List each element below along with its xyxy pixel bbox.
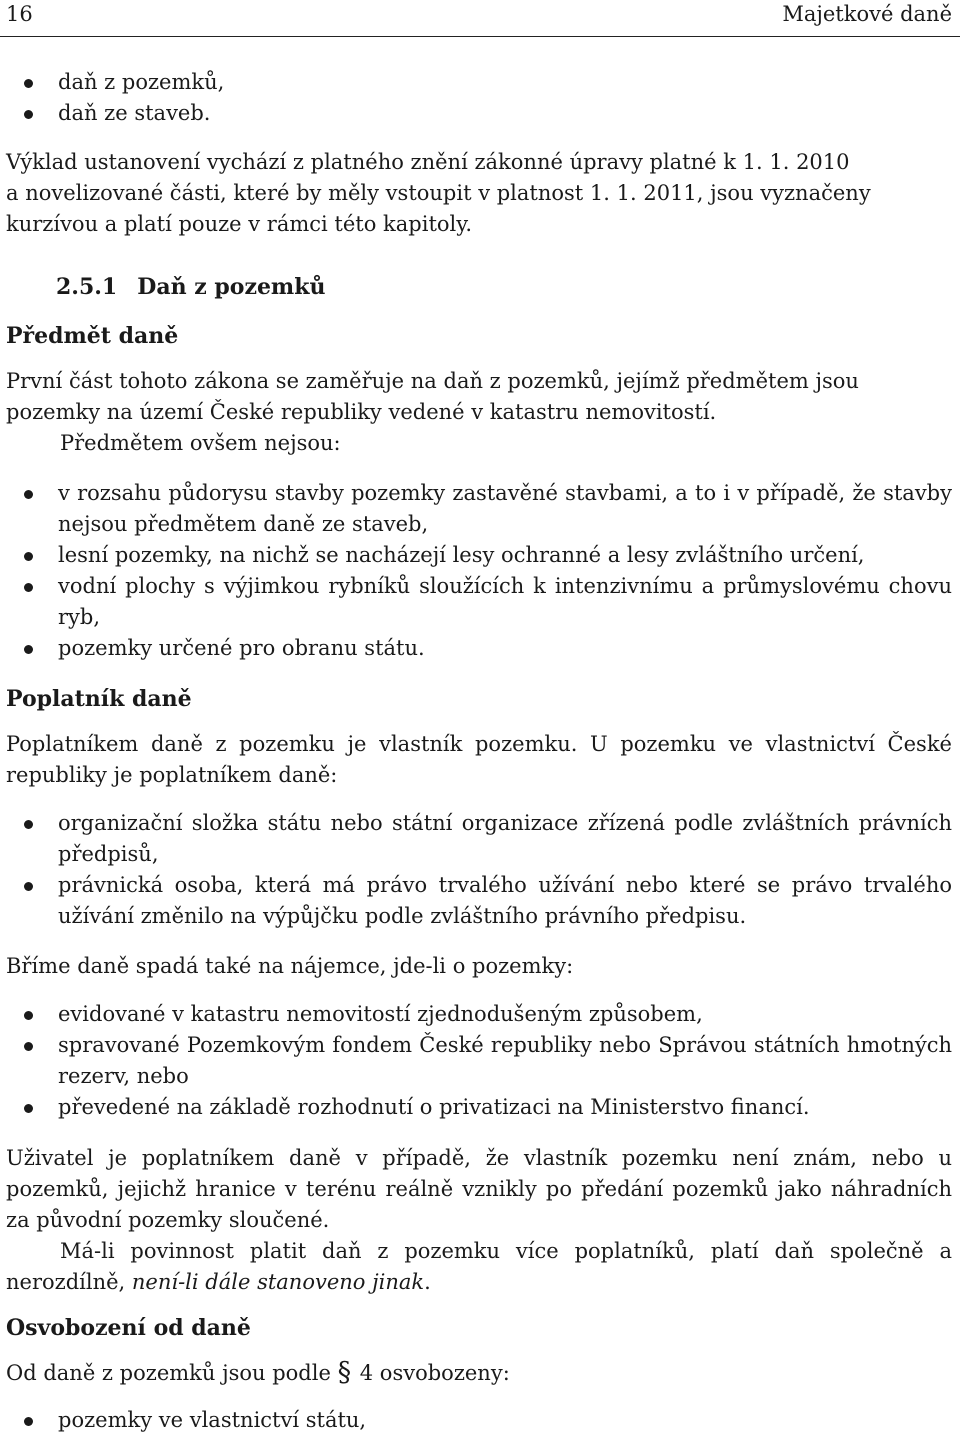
section-symbol: § <box>337 1357 352 1388</box>
list-item: lesní pozemky, na nichž se nacházejí lesy ochranné a lesy zvláštního určení, <box>22 540 952 571</box>
list-item: právnická osoba, která má právo trvalého užívání nebo které se právo trvalého užívání změnilo na výpůjčku podle zvláštního právního předpisu. <box>22 870 952 932</box>
list-item: vodní plochy s výjimkou rybníků sloužících k intenzivnímu a průmyslovému chovu ryb, <box>22 571 952 633</box>
list-item: daň z pozemků, <box>22 67 952 98</box>
exemption-list <box>22 1405 952 1436</box>
joint-liability-paragraph <box>6 1236 952 1298</box>
intro-line: a novelizované části, které by měly vstoupit v platnost 1. 1. 2011, jsou vyznačeny <box>6 181 871 205</box>
exemption-heading: Osvobození od daně <box>6 1315 251 1341</box>
page-number: 16 <box>6 2 33 26</box>
subject-line: První část tohoto zákona se zaměřuje na daň z pozemků, jejímž předmětem jsou <box>6 369 859 393</box>
joint-liability-end: . <box>424 1270 431 1294</box>
list-item: organizační složka státu nebo státní organizace zřízená podle zvláštních právních předpisů, <box>22 808 952 870</box>
subject-line: Předmětem ovšem nejsou: <box>60 431 341 455</box>
list-item: spravované Pozemkovým fondem České republiky nebo Správou státních hmotných rezerv, nebo <box>22 1030 952 1092</box>
tenant-paragraph: Bříme daně spadá také na nájemce, jde-li o pozemky: <box>6 954 574 978</box>
taxpayer-heading: Poplatník daně <box>6 686 192 712</box>
exemption-paragraph <box>6 1357 952 1389</box>
running-title: Majetkové daně <box>782 2 952 26</box>
exclusions-list <box>22 478 952 664</box>
list-item: pozemky určené pro obranu státu. <box>22 633 952 664</box>
list-item: evidované v katastru nemovitostí zjednodušeným způsobem, <box>22 999 952 1030</box>
list-item: daň ze staveb. <box>22 98 952 129</box>
list-item: v rozsahu půdorysu stavby pozemky zastavěné stavbami, a to i v případě, že stavby nejsou předmětem daně ze staveb, <box>22 478 952 540</box>
intro-line: kurzívou a platí pouze v rámci této kapitoly. <box>6 212 472 236</box>
list-item: pozemky ve vlastnictví státu, <box>22 1405 952 1436</box>
joint-liability-italic: není-li dále stanoveno jinak <box>131 1270 425 1294</box>
taxpayer-paragraph: Poplatníkem daně z pozemku je vlastník pozemku. U pozemku ve vlastnictví České republiky je poplatníkem daně: <box>6 732 952 787</box>
intro-paragraph <box>6 147 952 240</box>
section-number: 2.5.1 <box>56 274 118 300</box>
page-header <box>0 0 960 37</box>
section-heading <box>56 272 325 303</box>
subject-paragraph <box>6 366 952 459</box>
section-title: Daň z pozemků <box>137 274 326 300</box>
exemption-text: Od daně z pozemků jsou podle <box>6 1361 331 1385</box>
user-paragraph: Uživatel je poplatníkem daně v případě, že vlastník pozemku není znám, nebo u pozemků, jejichž hranice v terénu reálně vznikly po předání pozemků jako náhradních za původní pozemky sloučené. <box>6 1146 952 1232</box>
list-item: převedené na základě rozhodnutí o privatizaci na Ministerstvo financí. <box>22 1092 952 1123</box>
state-taxpayer-list <box>22 808 952 932</box>
exemption-text-end: 4 osvobozeny: <box>359 1361 510 1385</box>
tenant-list <box>22 999 952 1123</box>
subject-heading: Předmět daně <box>6 323 179 349</box>
joint-liability-text: Má-li povinnost platit daň z pozemku více poplatníků, platí daň společně a nerozdílně, <box>6 1239 952 1294</box>
intro-line: Výklad ustanovení vychází z platného znění zákonné úpravy platné k 1. 1. 2010 <box>6 150 850 174</box>
subject-line: pozemky na území České republiky vedené v katastru nemovitostí. <box>6 400 717 424</box>
tax-types-list <box>22 67 952 129</box>
